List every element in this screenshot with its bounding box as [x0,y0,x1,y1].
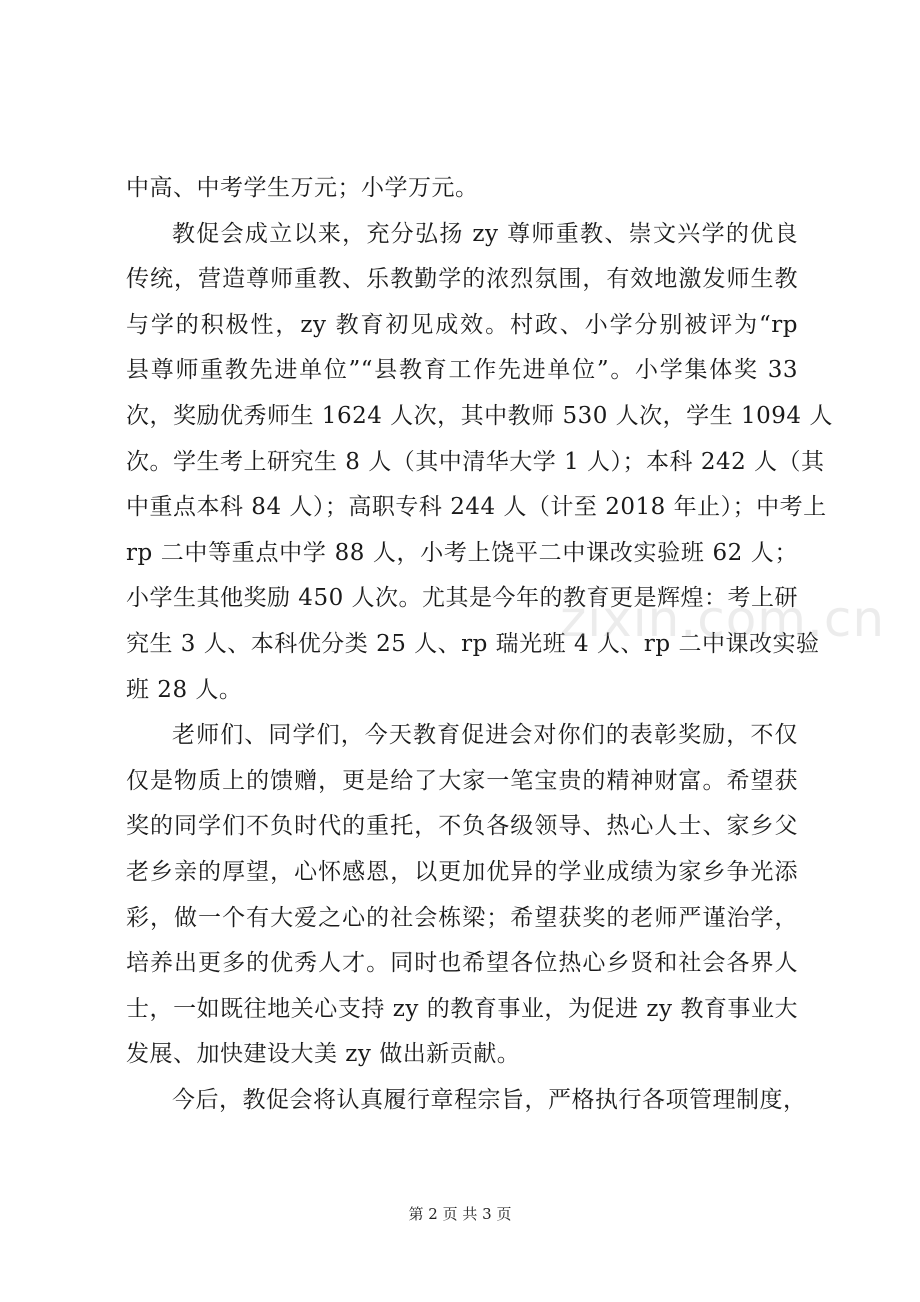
text-line: 老乡亲的厚望，心怀感恩，以更加优异的学业成绩为家乡争光添 [126,858,798,885]
body-text [126,166,833,1123]
text-line: 彩，做一个有大爱之心的社会栋梁；希望获奖的老师严谨治学， [126,904,798,931]
text-line: 中高、中考学生万元；小学万元。 [126,175,479,201]
page-number-footer: 第 2 页 共 3 页 [408,1205,512,1223]
text-line: 发展、加快建设大美 zy 做出新贡献。 [126,1041,521,1068]
text-line: 中重点本科 84 人）；高职专科 244 人（计至 2018 年止）；中考上 [126,494,827,521]
text-line: 究生 3 人、本科优分类 25 人、rp 瑞光班 4 人、rp 二中课改实验 [126,630,820,657]
text-line: 小学生其他奖励 450 人次。尤其是今年的教育更是辉煌：考上研 [126,585,799,612]
text-line: 奖的同学们不负时代的重托，不负各级领导、热心人士、家乡父 [126,813,798,840]
text-line: 次，奖励优秀师生 1624 人次，其中教师 530 人次，学生 1094 人 [126,402,833,429]
text-line: 教促会成立以来，充分弘扬 zy 尊师重教、崇文兴学的优良 [172,220,798,247]
text-line: 班 28 人。 [126,676,243,703]
text-line: 仅是物质上的馈赠，更是给了大家一笔宝贵的精神财富。希望获 [126,767,798,794]
text-line: 今后，教促会将认真履行章程宗旨，严格执行各项管理制度， [172,1086,807,1113]
watermark: zixin.com.cn [560,590,886,648]
text-line: 培养出更多的优秀人才。同时也希望各位热心乡贤和社会各界人 [126,950,798,977]
text-line: 传统，营造尊师重教、乐教勤学的浓烈氛围，有效地激发师生教 [126,266,798,293]
text-line: 次。学生考上研究生 8 人（其中清华大学 1 人）；本科 242 人（其 [126,448,825,475]
text-line: 县尊师重教先进单位”“县教育工作先进单位”。小学集体奖 33 [126,357,798,384]
text-line: 老师们、同学们，今天教育促进会对你们的表彰奖励，不仅 [172,722,798,749]
text-line: rp 二中等重点中学 88 人，小考上饶平二中课改实验班 62 人； [126,539,798,566]
text-line: 与学的积极性，zy 教育初见成效。村政、小学分别被评为“rp [126,311,798,338]
text-line: 士，一如既往地关心支持 zy 的教育事业，为促进 zy 教育事业大 [126,995,798,1022]
